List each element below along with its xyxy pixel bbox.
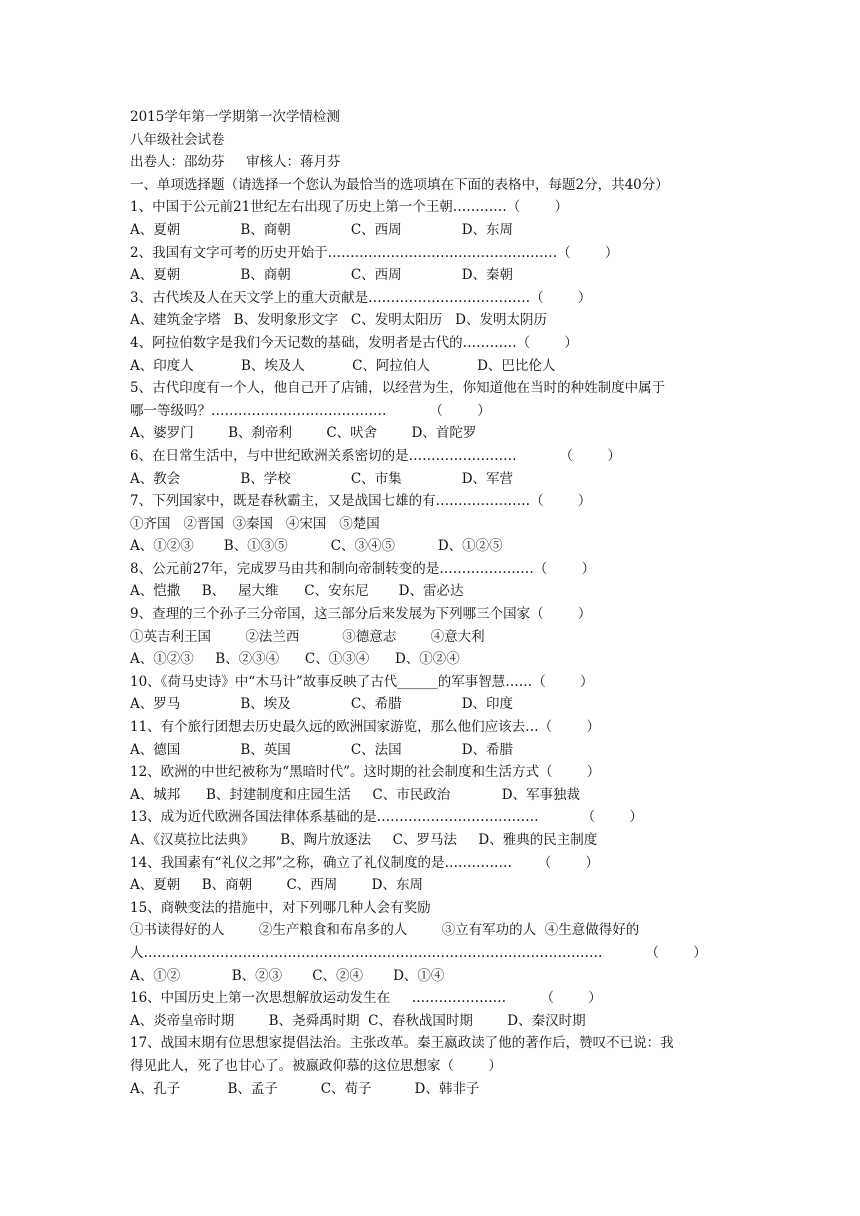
question-15: 15、商鞅变法的措施中，对下列哪几种人会有奖励	[130, 899, 431, 916]
options-2: A、夏朝 B、商朝 C、西周 D、秦朝	[130, 267, 514, 284]
exam-subtitle: 八年级社会试卷	[130, 131, 225, 148]
options-14: A、夏朝 B、商朝 C、西周 D、东周	[130, 877, 423, 894]
options-3: A、建筑金字塔 B、发明象形文字 C、发明太阳历 D、发明太阴历	[130, 312, 547, 329]
section-heading: 一、单项选择题（请选择一个您认为最恰当的选项填在下面的表格中，每题2分，共40分）	[130, 176, 669, 193]
question-12: 12、欧洲的中世纪被称为“黑暗时代”。这时期的社会制度和生活方式（ ）	[130, 764, 601, 781]
options-7: A、①②③ B、①③⑤ C、③④⑤ D、①②⑤	[130, 538, 503, 555]
choices-15: ①书读得好的人 ②生产粮食和布帛多的人 ③立有军功的人 ④生意做得好的	[130, 922, 640, 939]
options-9: A、①②③ B、②③④ C、①③④ D、①②④	[130, 651, 460, 668]
options-10: A、罗马 B、埃及 C、希腊 D、印度	[130, 696, 514, 713]
question-14: 14、我国素有“礼仪之邦”之称，确立了礼仪制度的是…………… （ ）	[130, 854, 600, 871]
options-17: A、孔子 B、孟子 C、荀子 D、韩非子	[130, 1080, 480, 1097]
question-1: 1、中国于公元前21世纪左右出现了历史上第一个王朝…………（ ）	[130, 199, 569, 216]
question-5: 5、古代印度有一个人，他自己开了店铺，以经营为生，你知道他在当时的种姓制度中属于	[130, 380, 666, 397]
question-7: 7、下列国家中，既是春秋霸主，又是战国七雄的有…………………（ ）	[130, 493, 592, 510]
question-4: 4、阿拉伯数字是我们今天记数的基础，发明者是古代的…………（ ）	[130, 334, 578, 351]
options-12: A、城邦 B、封建制度和庄园生活 C、市民政治 D、军事独裁	[130, 786, 581, 803]
question-6: 6、在日常生活中，与中世纪欧洲关系密切的是…………………… （ ）	[130, 447, 621, 464]
options-5: A、婆罗门 B、刹帝利 C、吠舍 D、首陀罗	[130, 425, 477, 442]
exam-authors: 出卷人：邵幼芬 审核人：蒋月芬	[130, 154, 341, 171]
question-17: 17、战国末期有位思想家提倡法治。主张改革。秦王嬴政读了他的著作后，赞叹不已说：我	[130, 1035, 674, 1052]
question-10: 10、《荷马史诗》中“木马计”故事反映了古代______的军事智慧……（ ）	[130, 673, 594, 690]
exam-title: 2015学年第一学期第一次学情检测	[130, 109, 340, 125]
question-3: 3、古代埃及人在天文学上的重大贡献是………………………………（ ）	[130, 289, 592, 306]
options-11: A、德国 B、英国 C、法国 D、希腊	[130, 741, 514, 758]
options-8: A、恺撒 B、 屋大维 C、安东尼 D、雷必达	[130, 583, 464, 600]
question-11: 11、有个旅行团想去历史最久远的欧洲国家游览，那么他们应该去…（ ）	[130, 719, 601, 736]
question-8: 8、公元前27年，完成罗马由共和制向帝制转变的是…………………（ ）	[130, 560, 596, 577]
options-6: A、教会 B、学校 C、市集 D、军营	[130, 470, 514, 487]
choices-9: ①英吉利王国 ②法兰西 ③德意志 ④意大利	[130, 628, 485, 645]
question-5-cont: 哪一等级吗？………………………………… （ ）	[130, 402, 491, 419]
choices-7: ①齐国 ②晋国 ③秦国 ④宋国 ⑤楚国	[130, 515, 380, 532]
exam-page	[130, 106, 740, 1100]
question-9: 9、查理的三个孙子三分帝国，这三部分后来发展为下列哪三个国家（ ）	[130, 606, 592, 623]
question-16: 16、中国历史上第一次思想解放运动发生在 ………………… （ ）	[130, 990, 602, 1007]
options-1: A、夏朝 B、商朝 C、西周 D、东周	[130, 221, 514, 238]
question-2: 2、我国有文字可考的历史开始于……………………………………………（ ）	[130, 244, 619, 261]
options-4: A、印度人 B、埃及人 C、阿拉伯人 D、巴比伦人	[130, 357, 556, 374]
options-16: A、炎帝皇帝时期 B、尧舜禹时期 C、春秋战国时期 D、秦汉时期	[130, 1012, 586, 1029]
options-13: A、《汉莫拉比法典》 B、陶片放逐法 C、罗马法 D、雅典的民主制度	[130, 832, 598, 848]
choices-15-cont: 人………………………………………………………………………………………… （ ）	[130, 944, 707, 961]
options-15: A、①② B、②③ C、②④ D、①④	[130, 967, 445, 984]
question-17-cont: 得见此人，死了也甘心了。被嬴政仰慕的这位思想家（ ）	[130, 1057, 502, 1074]
question-13: 13、成为近代欧洲各国法律体系基础的是……………………………… （ ）	[130, 809, 643, 826]
